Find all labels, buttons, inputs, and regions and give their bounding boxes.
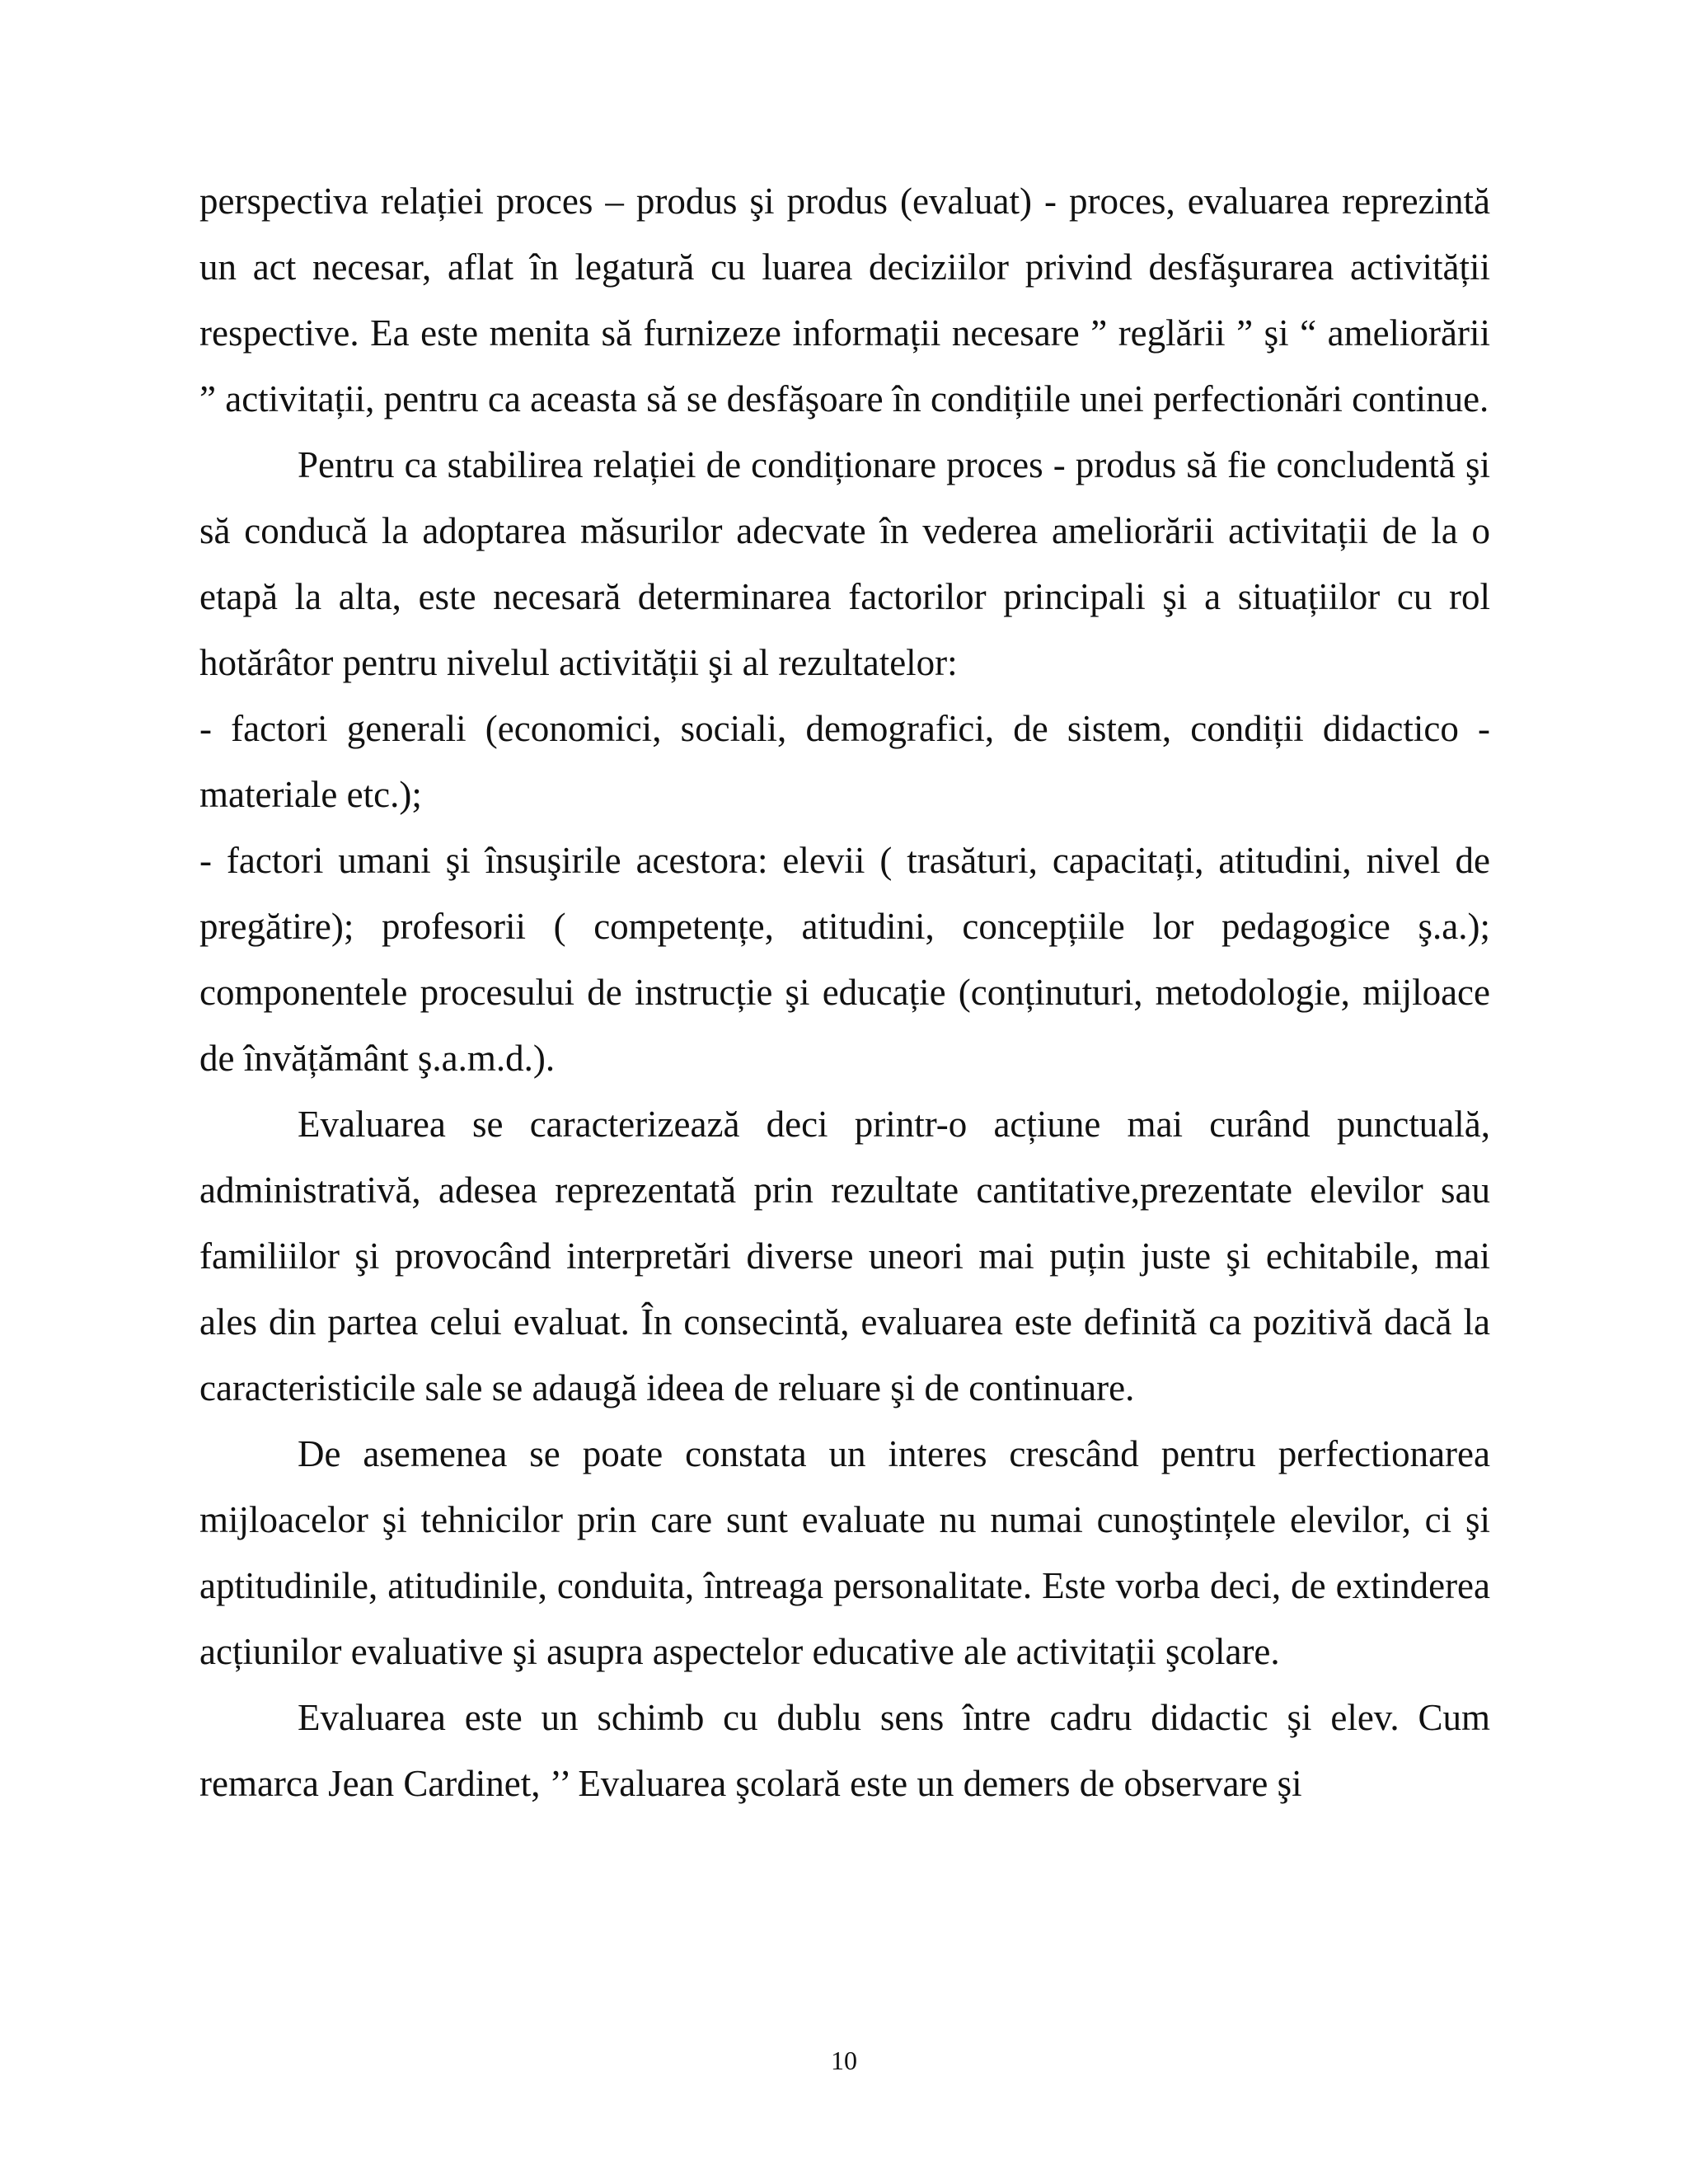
paragraph-conditioning: Pentru ca stabilirea relației de condiționare proces - produs să fie concludentă şi să conducă la adoptarea măsurilor adecvate în vederea ameliorării activitații de la o etapă la alta, este necesară determinarea factorilor principali şi a situațiilor cu rol hotărâtor pentru nivelul activității şi al rezultatelor: xyxy=(199,444,1490,683)
body-text xyxy=(199,168,1490,1816)
page-number: 10 xyxy=(831,2046,857,2075)
paragraph-evaluation-characterized: Evaluarea se caracterizează deci printr-o acțiune mai curând punctuală, administrativă, adesea reprezentată prin rezultate cantitative,prezentate elevilor sau familiilor şi provocând interpretări diverse uneori mai puțin juste şi echitabile, mai ales din partea celui evaluat. În consecintă, evaluarea este definită ca pozitivă dacă la caracteristicile sale se adaugă ideea de reluare şi de continuare. xyxy=(199,1104,1490,1408)
paragraph-growing-interest: De asemenea se poate constata un interes crescând pentru perfectionarea mijloacelor şi tehnicilor prin care sunt evaluate nu numai cunoştințele elevilor, ci şi aptitudinile, atitudinile, conduita, întreaga personalitate. Este vorba deci, de extinderea acțiunilor evaluative şi asupra aspectelor educative ale activitații şcolare. xyxy=(199,1433,1490,1672)
paragraph-continuation: perspectiva relației proces – produs şi produs (evaluat) - proces, evaluarea reprezintă un act necesar, aflat în legatură cu luarea deciziilor privind desfăşurarea activității respective. Ea este menita să furnizeze informații necesare ” reglării ” şi “ ameliorării ” activitații, pentru ca aceasta să se desfăşoare în condițiile unei perfectionări continue. xyxy=(199,180,1490,419)
paragraph-two-way-exchange: Evaluarea este un schimb cu dublu sens între cadru didactic şi elev. Cum remarca Jean Cardinet, ’’ Evaluarea şcolară este un demers de observare şi xyxy=(199,1697,1490,1804)
list-item-human-factors: - factori umani şi însuşirile acestora: elevii ( trasături, capacitați, atitudini, nivel de pregătire); profesorii ( competențe, atitudini, concepțiile lor pedagogice ş.a.); componentele procesului de instrucție şi educație (conținuturi, metodologie, mijloace de învățământ ş.a.m.d.). xyxy=(199,840,1490,1079)
list-item-general-factors: - factori generali (economici, sociali, demografici, de sistem, condiții didactico -materiale etc.); xyxy=(199,708,1490,815)
